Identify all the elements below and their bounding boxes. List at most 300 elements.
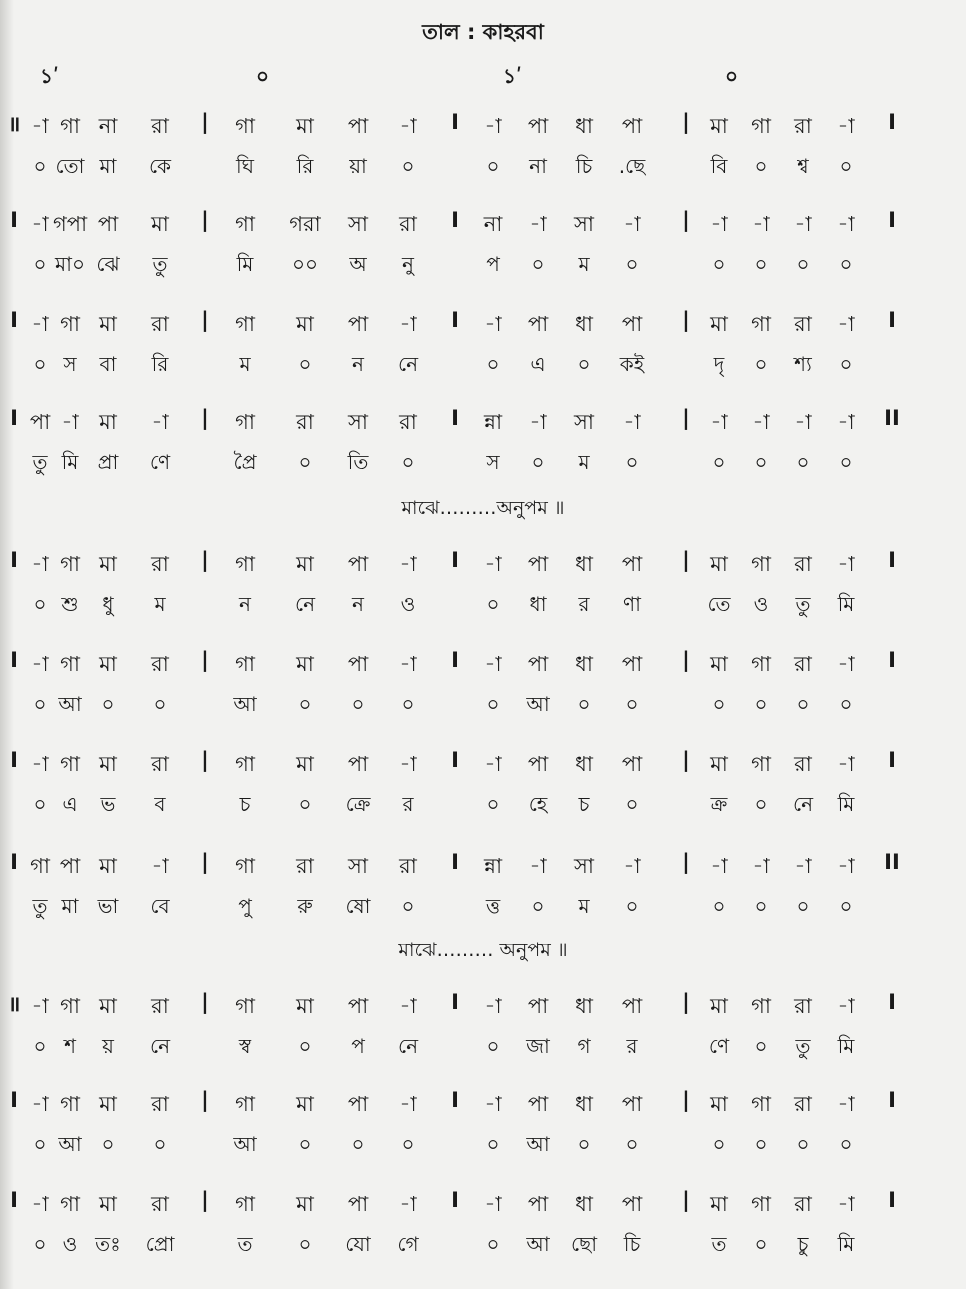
lyric-syllable: ০ <box>298 792 312 816</box>
lyric-syllable: বা <box>99 352 117 376</box>
bar-line: | <box>682 1088 690 1112</box>
swara-note: -া <box>837 994 855 1018</box>
bar-line: I <box>888 548 896 572</box>
lyric-syllable: .ছে <box>618 154 646 178</box>
lyric-syllable: ০ <box>712 894 726 918</box>
swara-note: পা <box>29 410 51 434</box>
swara-note: মা <box>99 1092 117 1116</box>
swara-note: পা <box>347 552 369 576</box>
lyric-syllable: স <box>486 450 500 474</box>
bar-line: | <box>201 110 209 134</box>
bar-line: | <box>682 110 690 134</box>
bar-line: | <box>201 990 209 1014</box>
swara-note: গা <box>751 312 771 336</box>
bar-line: | <box>682 748 690 772</box>
swara-note: পা <box>527 1092 549 1116</box>
swara-note: রা <box>151 1192 169 1216</box>
lyric-syllable: ন <box>352 352 364 376</box>
lyric-syllable: তু <box>795 1034 811 1058</box>
swara-note: -া <box>399 752 417 776</box>
lyric-row <box>0 152 966 202</box>
swara-note: গা <box>235 854 255 878</box>
swara-note: পা <box>347 652 369 676</box>
lyric-syllable: যো <box>345 1232 371 1256</box>
lyric-syllable: ০ <box>625 1132 639 1156</box>
swara-note: মা <box>99 410 117 434</box>
swara-note: -া <box>837 312 855 336</box>
lyric-syllable: নে <box>792 792 814 816</box>
lyric-syllable: মি <box>236 252 254 276</box>
swara-note: গা <box>751 552 771 576</box>
lyric-row <box>0 690 966 740</box>
swara-note: পা <box>347 752 369 776</box>
swara-note: সা <box>348 212 368 236</box>
bar-line: | <box>201 648 209 672</box>
swara-note: মা <box>296 1092 314 1116</box>
lyric-syllable: ০ <box>486 154 500 178</box>
swara-note: -া <box>752 212 770 236</box>
bar-line: | <box>682 850 690 874</box>
lyric-syllable: ভা <box>97 894 119 918</box>
swara-note: -া <box>31 1092 49 1116</box>
swaralipi-row <box>0 200 966 250</box>
lyric-syllable: ০ <box>33 692 47 716</box>
swara-note: গা <box>235 212 255 236</box>
bar-line: I <box>10 850 18 874</box>
lyric-syllable: ও <box>62 1232 78 1256</box>
swara-note: সা <box>348 854 368 878</box>
swara-note: ধা <box>575 114 593 138</box>
bar-line: | <box>682 990 690 1014</box>
swara-note: গা <box>235 752 255 776</box>
swara-note: রা <box>794 752 812 776</box>
lyric-syllable: ০ <box>33 1132 47 1156</box>
lyric-syllable: ০ <box>33 1034 47 1058</box>
lyric-syllable: নে <box>149 1034 171 1058</box>
lyric-syllable: বে <box>150 894 170 918</box>
lyric-syllable: আ <box>233 1132 257 1156</box>
lyric-syllable: ০ <box>153 1132 167 1156</box>
lyric-syllable: ০ <box>839 154 853 178</box>
lyric-syllable: তু <box>32 894 48 918</box>
lyric-syllable: ০ <box>33 592 47 616</box>
swara-note: রা <box>151 114 169 138</box>
lyric-row <box>0 892 966 942</box>
lyric-syllable: প <box>351 1034 365 1058</box>
lyric-syllable: ০ <box>625 450 639 474</box>
lyric-syllable: ০ <box>796 450 810 474</box>
lyric-syllable: ০ <box>577 352 591 376</box>
lyric-row <box>0 1130 966 1180</box>
lyric-syllable: ০ <box>486 792 500 816</box>
swara-note: ধা <box>575 752 593 776</box>
swara-note: মা <box>296 552 314 576</box>
swara-note: ধা <box>575 552 593 576</box>
swara-note: -া <box>31 312 49 336</box>
lyric-syllable: তি <box>347 450 369 474</box>
bar-line: | <box>682 1188 690 1212</box>
swara-note: পা <box>527 1192 549 1216</box>
lyric-syllable: ০ <box>754 692 768 716</box>
lyric-syllable: ০ <box>754 1034 768 1058</box>
swara-note: সা <box>574 410 594 434</box>
lyric-syllable: মা <box>99 154 117 178</box>
lyric-syllable: চ <box>239 792 251 816</box>
lyric-syllable: ০ <box>401 1132 415 1156</box>
bar-line: I <box>451 308 459 332</box>
bar-line: | <box>201 548 209 572</box>
bar-line: I <box>10 1088 18 1112</box>
swara-note: রা <box>794 312 812 336</box>
swara-note: -া <box>710 212 728 236</box>
lyric-syllable: তো <box>55 154 85 178</box>
swara-note: পা <box>621 652 643 676</box>
swara-note: ন্না <box>483 410 503 434</box>
lyric-syllable: ০ <box>33 1232 47 1256</box>
swara-note: পা <box>621 552 643 576</box>
swara-note: রা <box>794 994 812 1018</box>
swara-note: -া <box>794 854 812 878</box>
swara-note: -া <box>31 114 49 138</box>
bar-line: I <box>888 208 896 232</box>
lyric-syllable: কে <box>148 154 172 178</box>
lyric-syllable: ধা <box>529 592 547 616</box>
lyric-syllable: শু <box>61 592 79 616</box>
lyric-syllable: ০ <box>486 692 500 716</box>
bar-line: I <box>10 208 18 232</box>
swara-note: মা <box>151 212 169 236</box>
swara-note: গা <box>60 1092 80 1116</box>
swara-note: রা <box>399 410 417 434</box>
swara-note: রা <box>794 114 812 138</box>
lyric-syllable: ছো <box>570 1232 598 1256</box>
swara-note: -া <box>484 552 502 576</box>
lyric-syllable: ও <box>753 592 769 616</box>
lyric-row <box>0 790 966 840</box>
swara-note: গা <box>751 652 771 676</box>
swara-note: গা <box>30 854 50 878</box>
swara-note: -া <box>399 1092 417 1116</box>
lyric-row <box>0 1230 966 1280</box>
swara-note: রা <box>151 752 169 776</box>
swara-note: -া <box>837 410 855 434</box>
lyric-syllable: ০ <box>101 1132 115 1156</box>
refrain-1: মাঝে………অনুপম ॥ <box>401 497 565 519</box>
swara-note: -া <box>837 1192 855 1216</box>
swara-note: পা <box>527 752 549 776</box>
swara-note: -া <box>484 312 502 336</box>
swara-note: পা <box>527 552 549 576</box>
lyric-syllable: তে <box>707 592 731 616</box>
swaralipi-row <box>0 1180 966 1230</box>
swara-note: -া <box>837 652 855 676</box>
bar-line: I <box>451 208 459 232</box>
swara-note: -া <box>399 652 417 676</box>
lyric-syllable: কই <box>619 352 645 376</box>
swara-note: -া <box>31 994 49 1018</box>
bar-line: I <box>10 406 18 430</box>
swara-note: মা <box>99 652 117 676</box>
bar-line: | <box>201 850 209 874</box>
lyric-syllable: ণে <box>708 1034 730 1058</box>
lyric-syllable: ০ <box>712 252 726 276</box>
swara-note: মা <box>99 552 117 576</box>
lyric-syllable: ০ <box>486 1034 500 1058</box>
swara-note: -া <box>399 1192 417 1216</box>
lyric-row <box>0 350 966 400</box>
swara-note: -া <box>623 410 641 434</box>
lyric-syllable: চি <box>575 154 593 178</box>
lyric-syllable: মি <box>837 1232 855 1256</box>
swara-note: পা <box>347 114 369 138</box>
swara-note: রা <box>794 552 812 576</box>
swara-note: রা <box>399 212 417 236</box>
swaralipi-row <box>0 1080 966 1130</box>
swara-note: মা <box>296 312 314 336</box>
lyric-syllable: ০ <box>298 1034 312 1058</box>
swara-note: পা <box>527 312 549 336</box>
lyric-syllable: ম <box>578 252 590 276</box>
swara-note: গা <box>235 552 255 576</box>
swara-note: পা <box>621 114 643 138</box>
lyric-syllable: ০ <box>712 692 726 716</box>
swara-note: -া <box>752 854 770 878</box>
notation-line-group <box>0 640 966 740</box>
swara-note: -া <box>31 1192 49 1216</box>
lyric-syllable: বি <box>710 154 728 178</box>
swara-note: পা <box>347 312 369 336</box>
bar-line: | <box>682 208 690 232</box>
swara-note: গা <box>235 1192 255 1216</box>
swara-note: পা <box>621 312 643 336</box>
bar-line: I <box>10 548 18 572</box>
swara-note: গা <box>751 1192 771 1216</box>
lyric-syllable: ০ <box>625 692 639 716</box>
lyric-syllable: ০ <box>351 1132 365 1156</box>
taal-mark-khali-2: ০ <box>725 64 739 88</box>
swaralipi-row <box>0 640 966 690</box>
swara-note: -া <box>752 410 770 434</box>
swaralipi-row <box>0 842 966 892</box>
swara-note: গা <box>751 752 771 776</box>
swara-note: সা <box>574 854 594 878</box>
swara-note: গা <box>235 1092 255 1116</box>
swara-note: মা <box>710 552 728 576</box>
swara-note: মা <box>296 994 314 1018</box>
lyric-syllable: চি <box>623 1232 641 1256</box>
swara-note: গরা <box>289 212 321 236</box>
swara-note: গা <box>60 1192 80 1216</box>
lyric-syllable: রি <box>151 352 169 376</box>
lyric-syllable: ০ <box>486 352 500 376</box>
bar-line: | <box>201 748 209 772</box>
swara-note: রা <box>151 1092 169 1116</box>
notation-line-group <box>0 102 966 202</box>
lyric-syllable: ন <box>352 592 364 616</box>
lyric-syllable: ভ <box>100 792 116 816</box>
swara-note: -া <box>484 752 502 776</box>
lyric-syllable: নু <box>402 252 414 276</box>
swara-note: -া <box>399 552 417 576</box>
swara-note: -া <box>837 854 855 878</box>
swara-note: -া <box>399 114 417 138</box>
swaralipi-row <box>0 398 966 448</box>
swara-note: গা <box>60 312 80 336</box>
bar-line: I <box>888 308 896 332</box>
swara-note: -া <box>837 552 855 576</box>
swara-note: মা <box>99 854 117 878</box>
lyric-syllable: ০ <box>33 154 47 178</box>
swara-note: -া <box>529 410 547 434</box>
lyric-syllable: ০ <box>401 692 415 716</box>
swara-note: -া <box>399 312 417 336</box>
lyric-syllable: ০ <box>754 252 768 276</box>
lyric-syllable: ০ <box>754 450 768 474</box>
bar-line: I <box>10 748 18 772</box>
refrain-2: মাঝে……… অনুপম ॥ <box>398 939 568 961</box>
lyric-syllable: দৃ <box>713 352 725 376</box>
bar-line: I <box>10 1188 18 1212</box>
swara-note: মা <box>296 1192 314 1216</box>
swara-note: -া <box>31 752 49 776</box>
swara-note: পা <box>621 1092 643 1116</box>
swara-note: -া <box>484 994 502 1018</box>
swara-note: গা <box>751 994 771 1018</box>
swara-note: মা <box>296 652 314 676</box>
bar-line: I <box>888 748 896 772</box>
lyric-syllable: ০ <box>754 1132 768 1156</box>
lyric-syllable: য় <box>102 1034 114 1058</box>
swara-note: -া <box>484 652 502 676</box>
lyric-syllable: জা <box>526 1034 550 1058</box>
swara-note: মা <box>710 312 728 336</box>
swara-note: গা <box>60 994 80 1018</box>
lyric-syllable: ০ <box>351 692 365 716</box>
lyric-syllable: ষো <box>345 894 371 918</box>
lyric-syllable: ন <box>239 592 251 616</box>
bar-line: I <box>888 1088 896 1112</box>
lyric-syllable: স <box>63 352 77 376</box>
lyric-syllable: ০০ <box>291 252 319 276</box>
swara-note: ধা <box>575 1092 593 1116</box>
lyric-syllable: রি <box>296 154 314 178</box>
swara-note: মা <box>296 114 314 138</box>
lyric-syllable: চ <box>578 792 590 816</box>
lyric-syllable: ০ <box>298 1132 312 1156</box>
lyric-syllable: ম <box>578 894 590 918</box>
swara-note: মা <box>710 1192 728 1216</box>
swara-note: রা <box>794 652 812 676</box>
lyric-syllable: ত <box>711 1232 727 1256</box>
bar-line: I <box>888 990 896 1014</box>
lyric-syllable: আ <box>526 1132 550 1156</box>
bar-line: I <box>888 648 896 672</box>
lyric-syllable: ০ <box>625 894 639 918</box>
taal-mark-sam-2: ১ʹ <box>503 64 523 88</box>
notation-line-group <box>0 740 966 840</box>
lyric-syllable: ০ <box>401 450 415 474</box>
bar-line: I <box>888 110 896 134</box>
swara-note: মা <box>710 114 728 138</box>
swara-note: -া <box>31 212 49 236</box>
lyric-syllable: য়া <box>349 154 367 178</box>
swara-note: রা <box>151 652 169 676</box>
bar-line: | <box>682 406 690 430</box>
swara-note: -া <box>623 212 641 236</box>
lyric-syllable: ত্ত <box>485 894 501 918</box>
lyric-syllable: ০ <box>712 450 726 474</box>
swara-note: -া <box>529 212 547 236</box>
swara-note: পা <box>621 752 643 776</box>
swara-note: -া <box>484 114 502 138</box>
lyric-syllable: প্রৈ <box>233 450 257 474</box>
lyric-syllable: ঝে <box>96 252 120 276</box>
bar-line: I <box>10 308 18 332</box>
lyric-syllable: ণা <box>623 592 641 616</box>
bar-line: I <box>451 850 459 874</box>
lyric-syllable: ০ <box>754 352 768 376</box>
lyric-syllable: ০ <box>754 792 768 816</box>
swara-note: পা <box>347 994 369 1018</box>
swaralipi-row <box>0 300 966 350</box>
lyric-syllable: আ <box>58 1132 82 1156</box>
lyric-syllable: প্রো <box>145 1232 175 1256</box>
lyric-syllable: আ <box>58 692 82 716</box>
lyric-syllable: চু <box>797 1232 809 1256</box>
bar-line: I <box>451 990 459 1014</box>
bar-line: I <box>451 548 459 572</box>
swara-note: গা <box>60 752 80 776</box>
swaralipi-row <box>0 540 966 590</box>
lyric-syllable: ০ <box>33 252 47 276</box>
swara-note: সা <box>348 410 368 434</box>
lyric-syllable: আ <box>526 692 550 716</box>
swara-note: -া <box>837 212 855 236</box>
lyric-syllable: ০ <box>298 352 312 376</box>
lyric-syllable: ০ <box>712 1132 726 1156</box>
swara-note: -া <box>794 212 812 236</box>
swara-note: ধা <box>575 994 593 1018</box>
swara-note: রা <box>151 312 169 336</box>
lyric-syllable: অ <box>349 252 367 276</box>
swara-note: -া <box>151 854 169 878</box>
bar-line: I <box>10 648 18 672</box>
bar-line: | <box>201 1088 209 1112</box>
lyric-syllable: ০ <box>839 1132 853 1156</box>
swara-note: -া <box>484 1092 502 1116</box>
lyric-syllable: ম <box>239 352 251 376</box>
lyric-syllable: প <box>486 252 500 276</box>
swara-note: -া <box>529 854 547 878</box>
swaralipi-row <box>0 102 966 152</box>
taal-title: তাল : কাহরবা <box>422 20 544 44</box>
lyric-syllable: তঃ <box>95 1232 121 1256</box>
notation-line-group <box>0 1180 966 1280</box>
lyric-syllable: ০ <box>486 1132 500 1156</box>
swara-note: মা <box>296 752 314 776</box>
swara-note: -া <box>837 1092 855 1116</box>
bar-line: | <box>201 208 209 232</box>
notation-line-group <box>0 540 966 640</box>
swara-note: মা <box>710 652 728 676</box>
lyric-syllable: ০ <box>531 450 545 474</box>
lyric-syllable: তু <box>152 252 168 276</box>
lyric-syllable: ০ <box>754 894 768 918</box>
lyric-row <box>0 448 966 498</box>
swara-note: মা <box>710 994 728 1018</box>
swara-note: -া <box>623 854 641 878</box>
lyric-syllable: মি <box>837 792 855 816</box>
